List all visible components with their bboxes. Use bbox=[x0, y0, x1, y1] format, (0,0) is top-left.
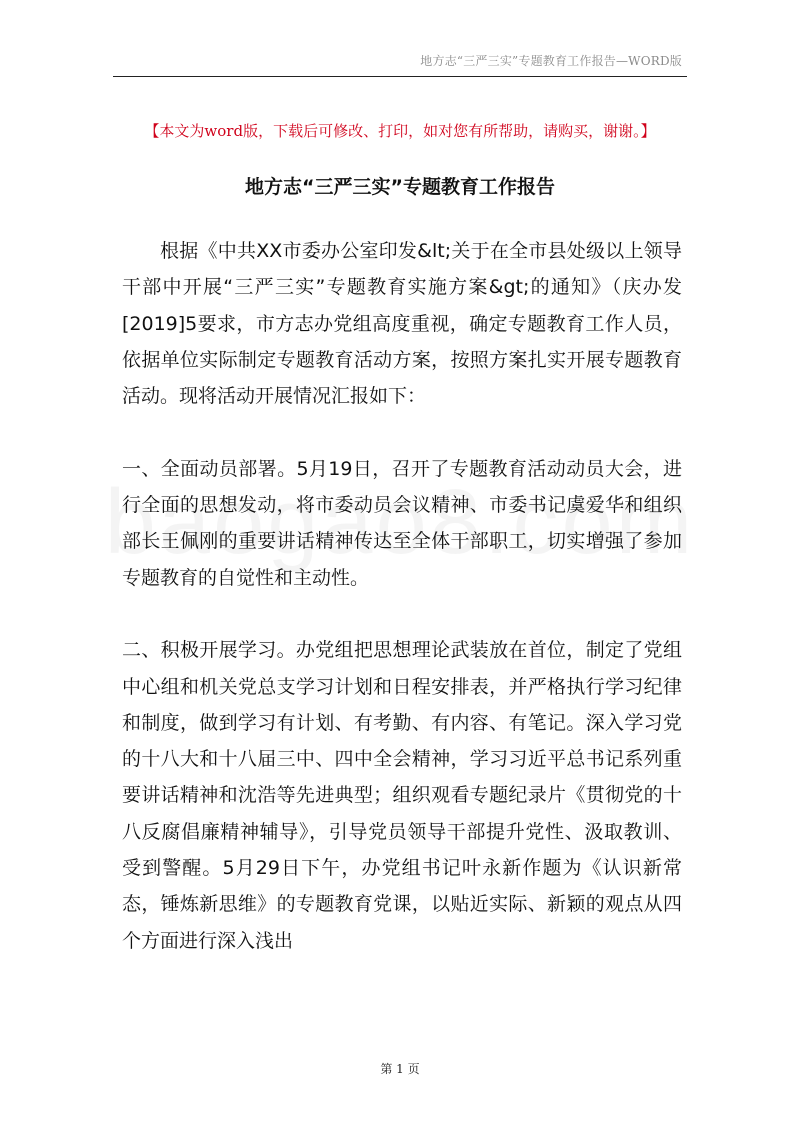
paragraph-intro: 根据《中共XX市委办公室印发&lt;关于在全市县处级以上领导干部中开展“三严三实”专题教育实施方案&gt;的通知》（庆办发[2019]5要求，市方志办党组高度重视，确定专题教育工作人员，依据单位实际制定专题教育活动方案，按照方案扎实开展专题教育活动。现将活动开展情况汇报如下： bbox=[122, 240, 682, 408]
document-title: 地方志“三严三实”专题教育工作报告 bbox=[245, 176, 555, 198]
paragraph-section-2: 二、积极开展学习。办党组把思想理论武装放在首位，制定了党组中心组和机关党总支学习计划和日程安排表，并严格执行学习纪律和制度，做到学习有计划、有考勤、有内容、有笔记。深入学习党的十八大和十八届三中、四中全会精神，学习习近平总书记系列重要讲话精神和沈浩等先进典型；组织观看专题纪录片《贯彻党的十八反腐倡廉精神辅导》，引导党员领导干部提升党性、汲取教训、受到警醒。5月29日下午，办党组书记叶永新作题为《认识新常态，锤炼新思维》的专题教育党课，以贴近实际、新颖的观点从四个方面进行深入浅出 bbox=[122, 639, 682, 952]
paragraph-section-1: 一、全面动员部署。5月19日，召开了专题教育活动动员大会，进行全面的思想发动，将市委动员会议精神、市委书记虞爱华和组织部长王佩刚的重要讲话精神传达至全体干部职工，切实增强了参加专题教育的自觉性和主动性。 bbox=[122, 457, 682, 589]
document-body bbox=[122, 233, 682, 959]
page-number: 第 1 页 bbox=[380, 1062, 420, 1076]
running-header: 地方志“三严三实”专题教育工作报告—WORD版 bbox=[420, 54, 682, 68]
header-divider bbox=[113, 76, 687, 77]
download-notice: 【本文为word版，下载后可修改、打印，如对您有所帮助，请购买，谢谢。】 bbox=[144, 122, 656, 140]
